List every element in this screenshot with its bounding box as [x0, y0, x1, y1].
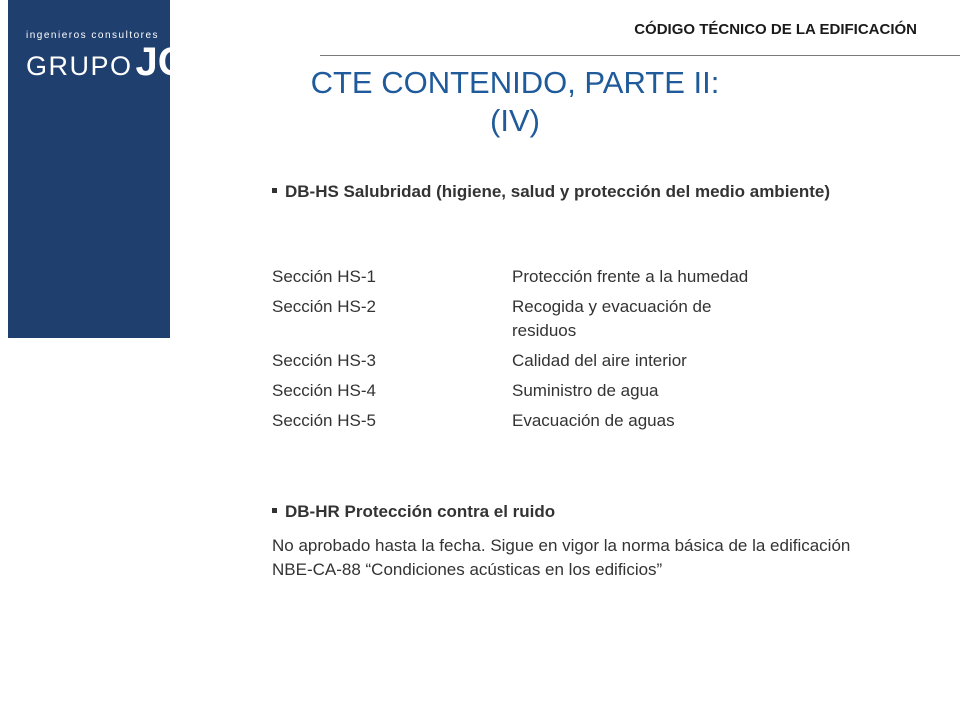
logo-grupo-text: GRUPO [26, 51, 133, 81]
logo-panel [8, 0, 189, 338]
section-row-hs3 [272, 349, 792, 373]
bullet-icon [272, 188, 277, 193]
section-code: Sección HS-5 [272, 411, 376, 430]
db-hr-paragraph: No aprobado hasta la fecha. Sigue en vigor la norma básica de la edificación NBE-CA-88 “Condiciones acústicas en los edificios” [272, 536, 851, 579]
section-code: Sección HS-4 [272, 381, 376, 400]
section-row-hs1 [272, 265, 792, 289]
slide-title-line1: CTE CONTENIDO, PARTE II: [310, 65, 720, 100]
db-hs-heading [272, 180, 872, 204]
slide-title-line2: (IV) [490, 103, 540, 138]
slide-title [250, 64, 780, 140]
section-row-hs5 [272, 409, 792, 433]
section-description: Calidad del aire interior [512, 351, 687, 370]
section-description: Protección frente a la humedad [512, 267, 749, 286]
section-code: Sección HS-2 [272, 297, 376, 316]
bullet-icon [272, 508, 277, 513]
logo-jg-text: JG [135, 40, 189, 84]
document-header: CÓDIGO TÉCNICO DE LA EDIFICACIÓN [634, 21, 917, 38]
db-hs-heading-text: DB-HS Salubridad (higiene, salud y protección del medio ambiente) [285, 182, 831, 201]
header-divider [320, 55, 960, 56]
section-code: Sección HS-3 [272, 351, 376, 370]
db-hr-heading-text: DB-HR Protección contra el ruido [285, 502, 556, 521]
hs-sections-list [272, 265, 792, 439]
section-row-hs2 [272, 295, 792, 343]
section-description: Suministro de agua [512, 381, 659, 400]
section-description: Evacuación de aguas [512, 411, 675, 430]
section-description: Recogida y evacuación de residuos [512, 297, 712, 340]
logo-tagline: ingenieros consultores [26, 30, 160, 41]
db-hr-heading [272, 500, 872, 524]
section-row-hs4 [272, 379, 792, 403]
logo-wordmark [26, 40, 189, 85]
section-code: Sección HS-1 [272, 267, 376, 286]
